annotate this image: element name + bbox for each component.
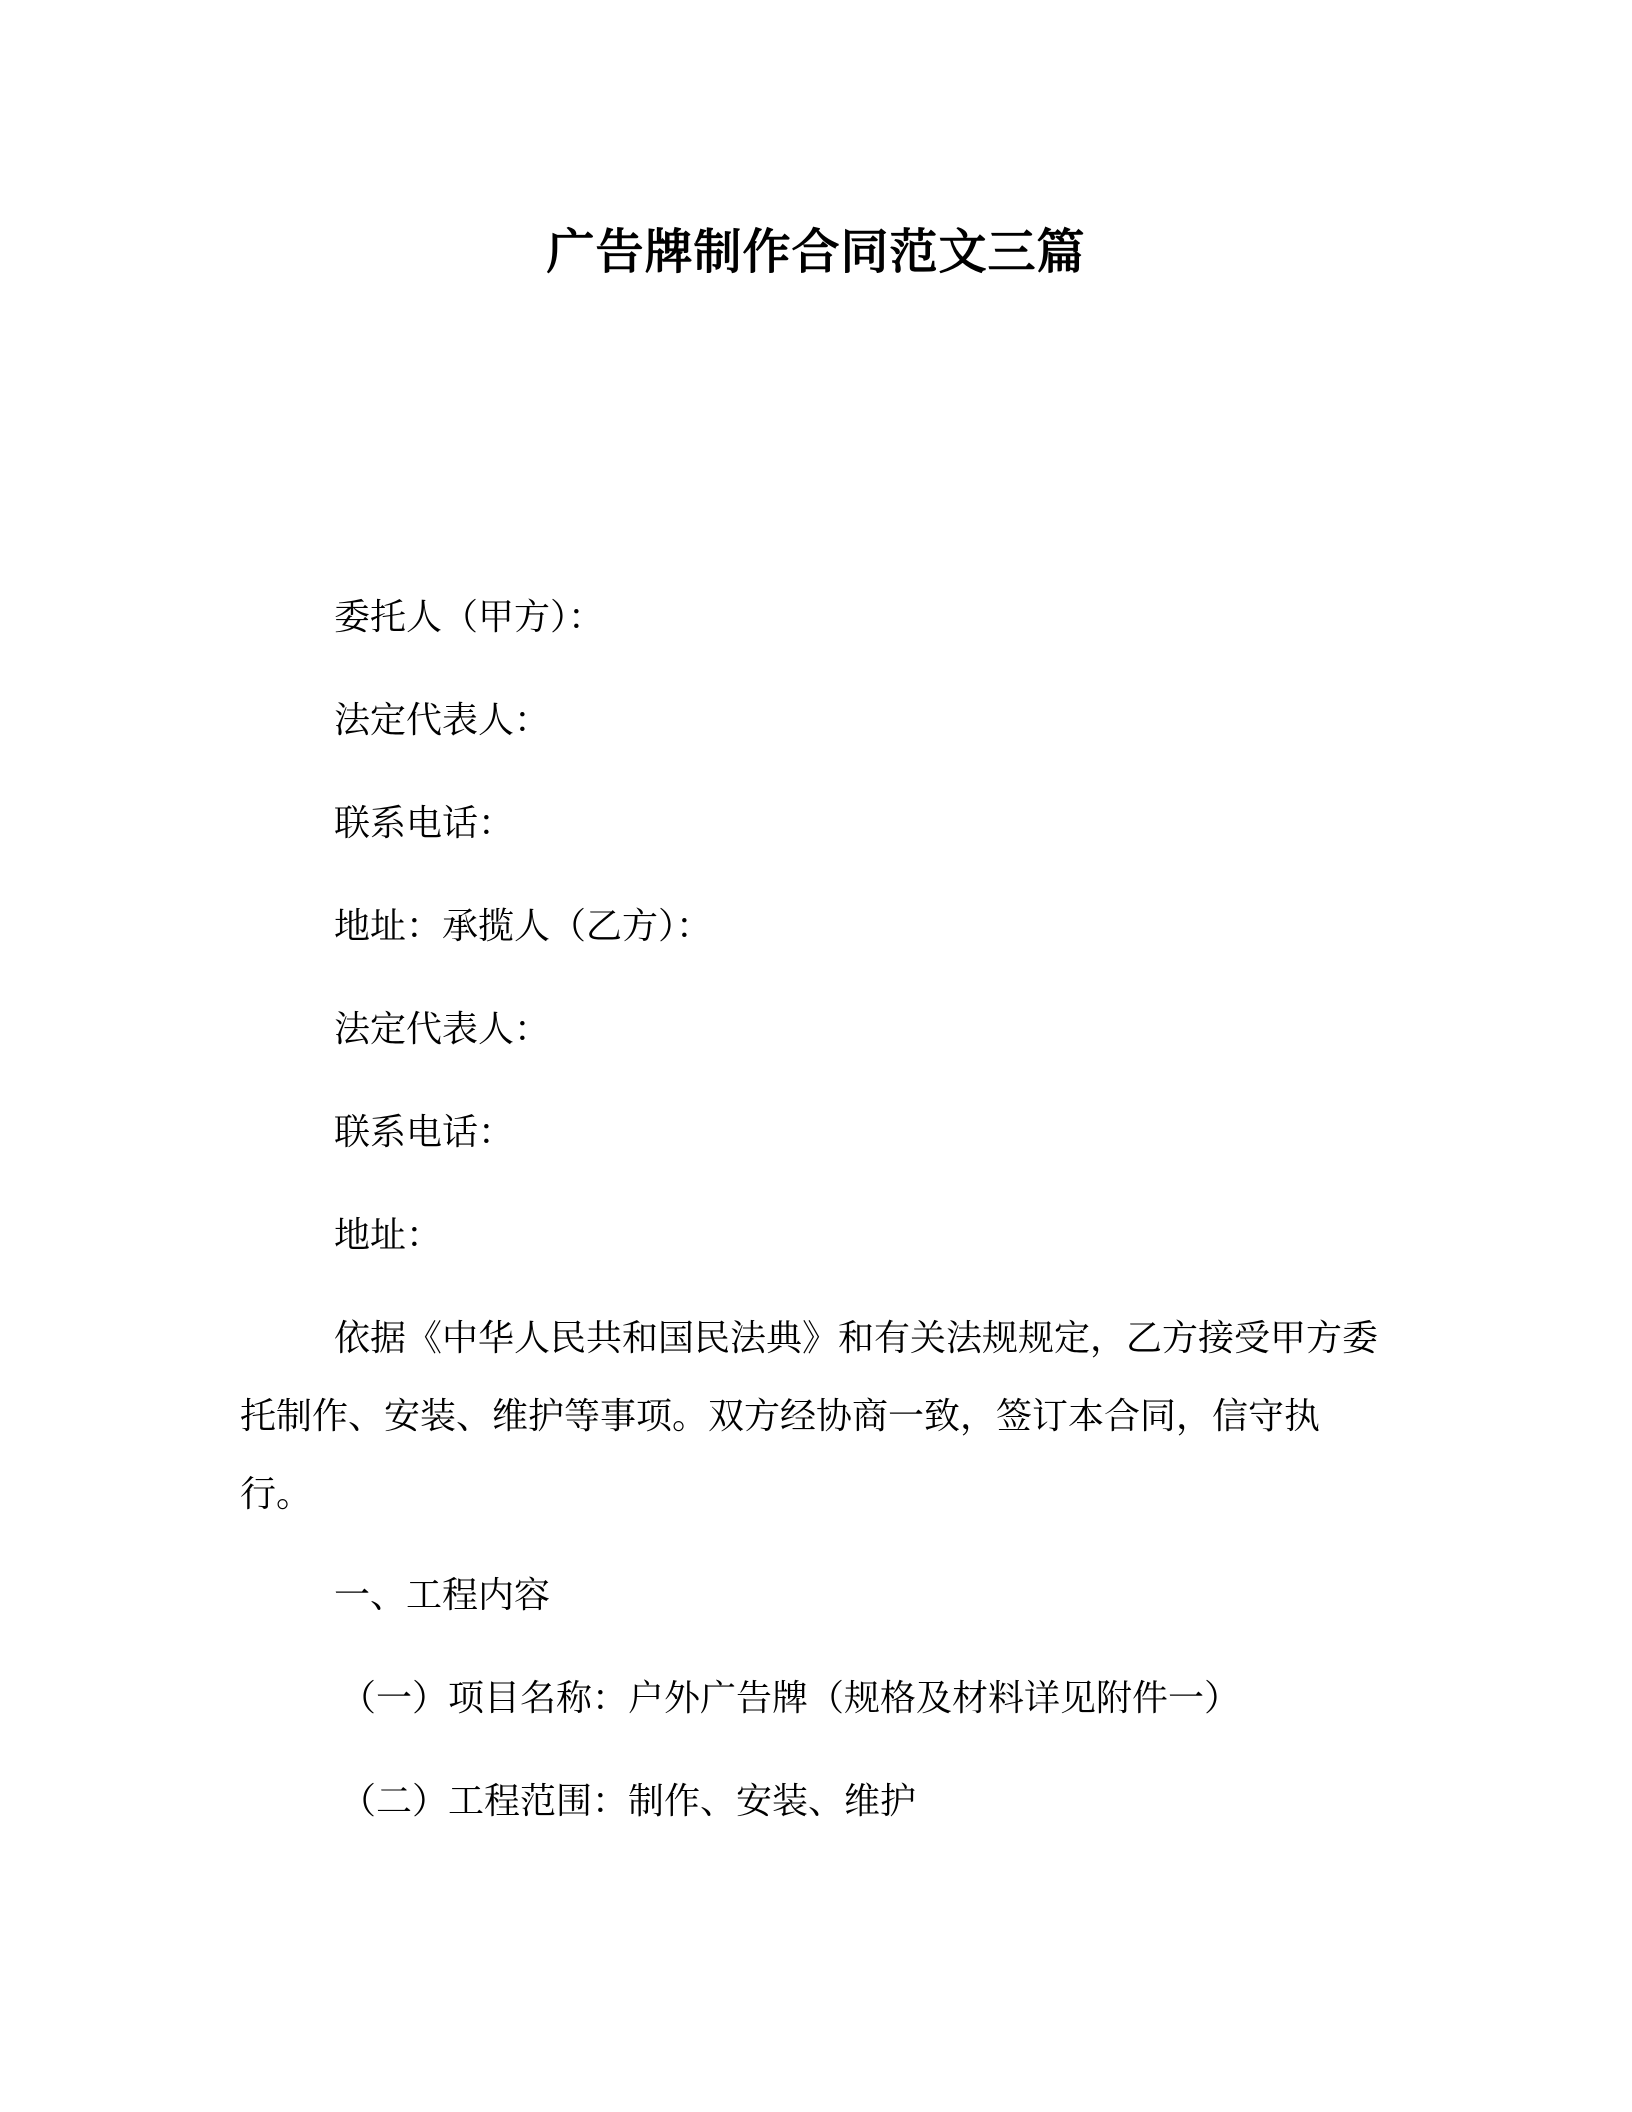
field-contractor-address: 地址： bbox=[334, 1215, 443, 1256]
field-client-address-contractor: 地址：承揽人（乙方）： bbox=[334, 906, 713, 947]
document-title: 广告牌制作合同范文三篇 bbox=[546, 224, 1086, 280]
field-contractor-legal-rep: 法定代表人： bbox=[334, 1009, 551, 1050]
field-client: 委托人（甲方）： bbox=[334, 597, 605, 638]
field-client-phone: 联系电话： bbox=[334, 803, 515, 844]
intro-paragraph: 依据《中华人民共和国民法典》和有关法规规定，乙方接受甲方委托制作、安装、维护等事项。双方经协商一致，签订本合同，信守执行。 bbox=[240, 1318, 1379, 1515]
field-client-legal-rep: 法定代表人： bbox=[334, 700, 551, 741]
field-contractor-phone: 联系电话： bbox=[334, 1112, 515, 1153]
section-item-scope: （二）工程范围：制作、安装、维护 bbox=[340, 1781, 917, 1822]
section-heading: 一、工程内容 bbox=[334, 1575, 551, 1616]
section-item-project-name: （一）项目名称：户外广告牌（规格及材料详见附件一） bbox=[340, 1678, 1241, 1719]
